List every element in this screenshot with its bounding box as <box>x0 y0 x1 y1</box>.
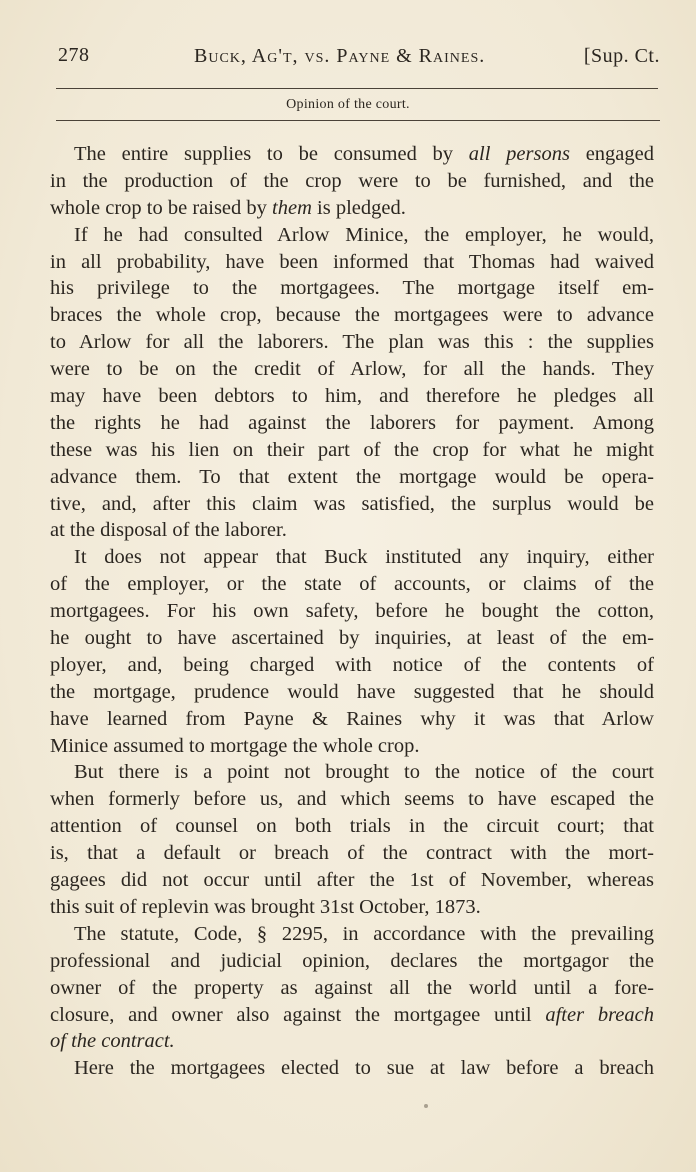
text-line: the mortgage, prudence would have suggested that he should <box>50 680 654 703</box>
text-line: in all probability, have been informed that Thomas had waived <box>50 250 654 273</box>
text-line: the rights he had against the laborers for payment. Among <box>50 411 654 434</box>
text-line: Here the mortgagees elected to sue at law before a breach <box>74 1057 654 1080</box>
text-line: may have been debtors to him, and therefore he pledges all <box>50 385 654 408</box>
text-line: whole crop to be raised by them is pledged. <box>50 196 406 219</box>
text-line: these was his lien on their part of the crop for what he might <box>50 438 654 461</box>
text-line: It does not appear that Buck instituted any inquiry, either <box>74 546 654 569</box>
text-line: in the production of the crop were to be furnished, and the <box>50 169 654 192</box>
text-line: he ought to have ascertained by inquiries, at least of the em- <box>50 627 654 650</box>
running-header <box>56 44 660 74</box>
page-number: 278 <box>58 44 90 66</box>
text-line: ployer, and, being charged with notice of the contents of <box>50 653 654 676</box>
text-line: at the disposal of the laborer. <box>50 519 287 542</box>
court-label: [Sup. Ct. <box>583 45 660 67</box>
text-line: advance them. To that extent the mortgage would be opera- <box>50 465 654 488</box>
text-line: of the contract. <box>50 1030 175 1053</box>
text-line: is, that a default or breach of the contract with the mort- <box>50 842 654 865</box>
text-line: tive, and, after this claim was satisfied, the surplus would be <box>50 492 654 515</box>
text-line: his privilege to the mortgagees. The mortgage itself em- <box>50 277 654 300</box>
text-line: mortgagees. For his own safety, before he bought the cotton, <box>50 600 654 623</box>
text-line: this suit of replevin was brought 31st October, 1873. <box>50 895 481 918</box>
header-rule-top <box>56 88 658 89</box>
text-line: have learned from Payne & Raines why it was that Arlow <box>50 707 654 730</box>
text-line: attention of counsel on both trials in the circuit court; that <box>50 815 654 838</box>
text-line: owner of the property as against all the world until a fore- <box>50 976 654 999</box>
text-line: gagees did not occur until after the 1st of November, whereas <box>50 869 654 892</box>
text-line: Minice assumed to mortgage the whole crop. <box>50 734 420 757</box>
text-line: The statute, Code, § 2295, in accordance with the prevailing <box>74 922 654 945</box>
text-line: closure, and owner also against the mortgagee until after breach <box>50 1003 654 1026</box>
text-line: when formerly before us, and which seems to have escaped the <box>50 788 654 811</box>
text-line: professional and judicial opinion, declares the mortgagor the <box>50 949 654 972</box>
text-line: of the employer, or the state of accounts, or claims of the <box>50 573 654 596</box>
text-line: The entire supplies to be consumed by all persons engaged <box>74 143 654 165</box>
text-line: But there is a point not brought to the notice of the court <box>74 761 654 784</box>
text-line: braces the whole crop, because the mortgagees were to advance <box>50 304 654 327</box>
case-title: Buck, Ag't, vs. Payne & Raines. <box>194 45 486 67</box>
ink-smudge <box>424 1104 428 1108</box>
text-line: If he had consulted Arlow Minice, the employer, he would, <box>74 223 654 246</box>
section-subheading: Opinion of the court. <box>286 97 410 112</box>
page-body-text <box>50 141 654 1082</box>
text-line: were to be on the credit of Arlow, for all the hands. They <box>50 358 654 381</box>
text-line: to Arlow for all the laborers. The plan was this : the supplies <box>50 331 654 354</box>
header-rule-bottom <box>56 120 660 121</box>
